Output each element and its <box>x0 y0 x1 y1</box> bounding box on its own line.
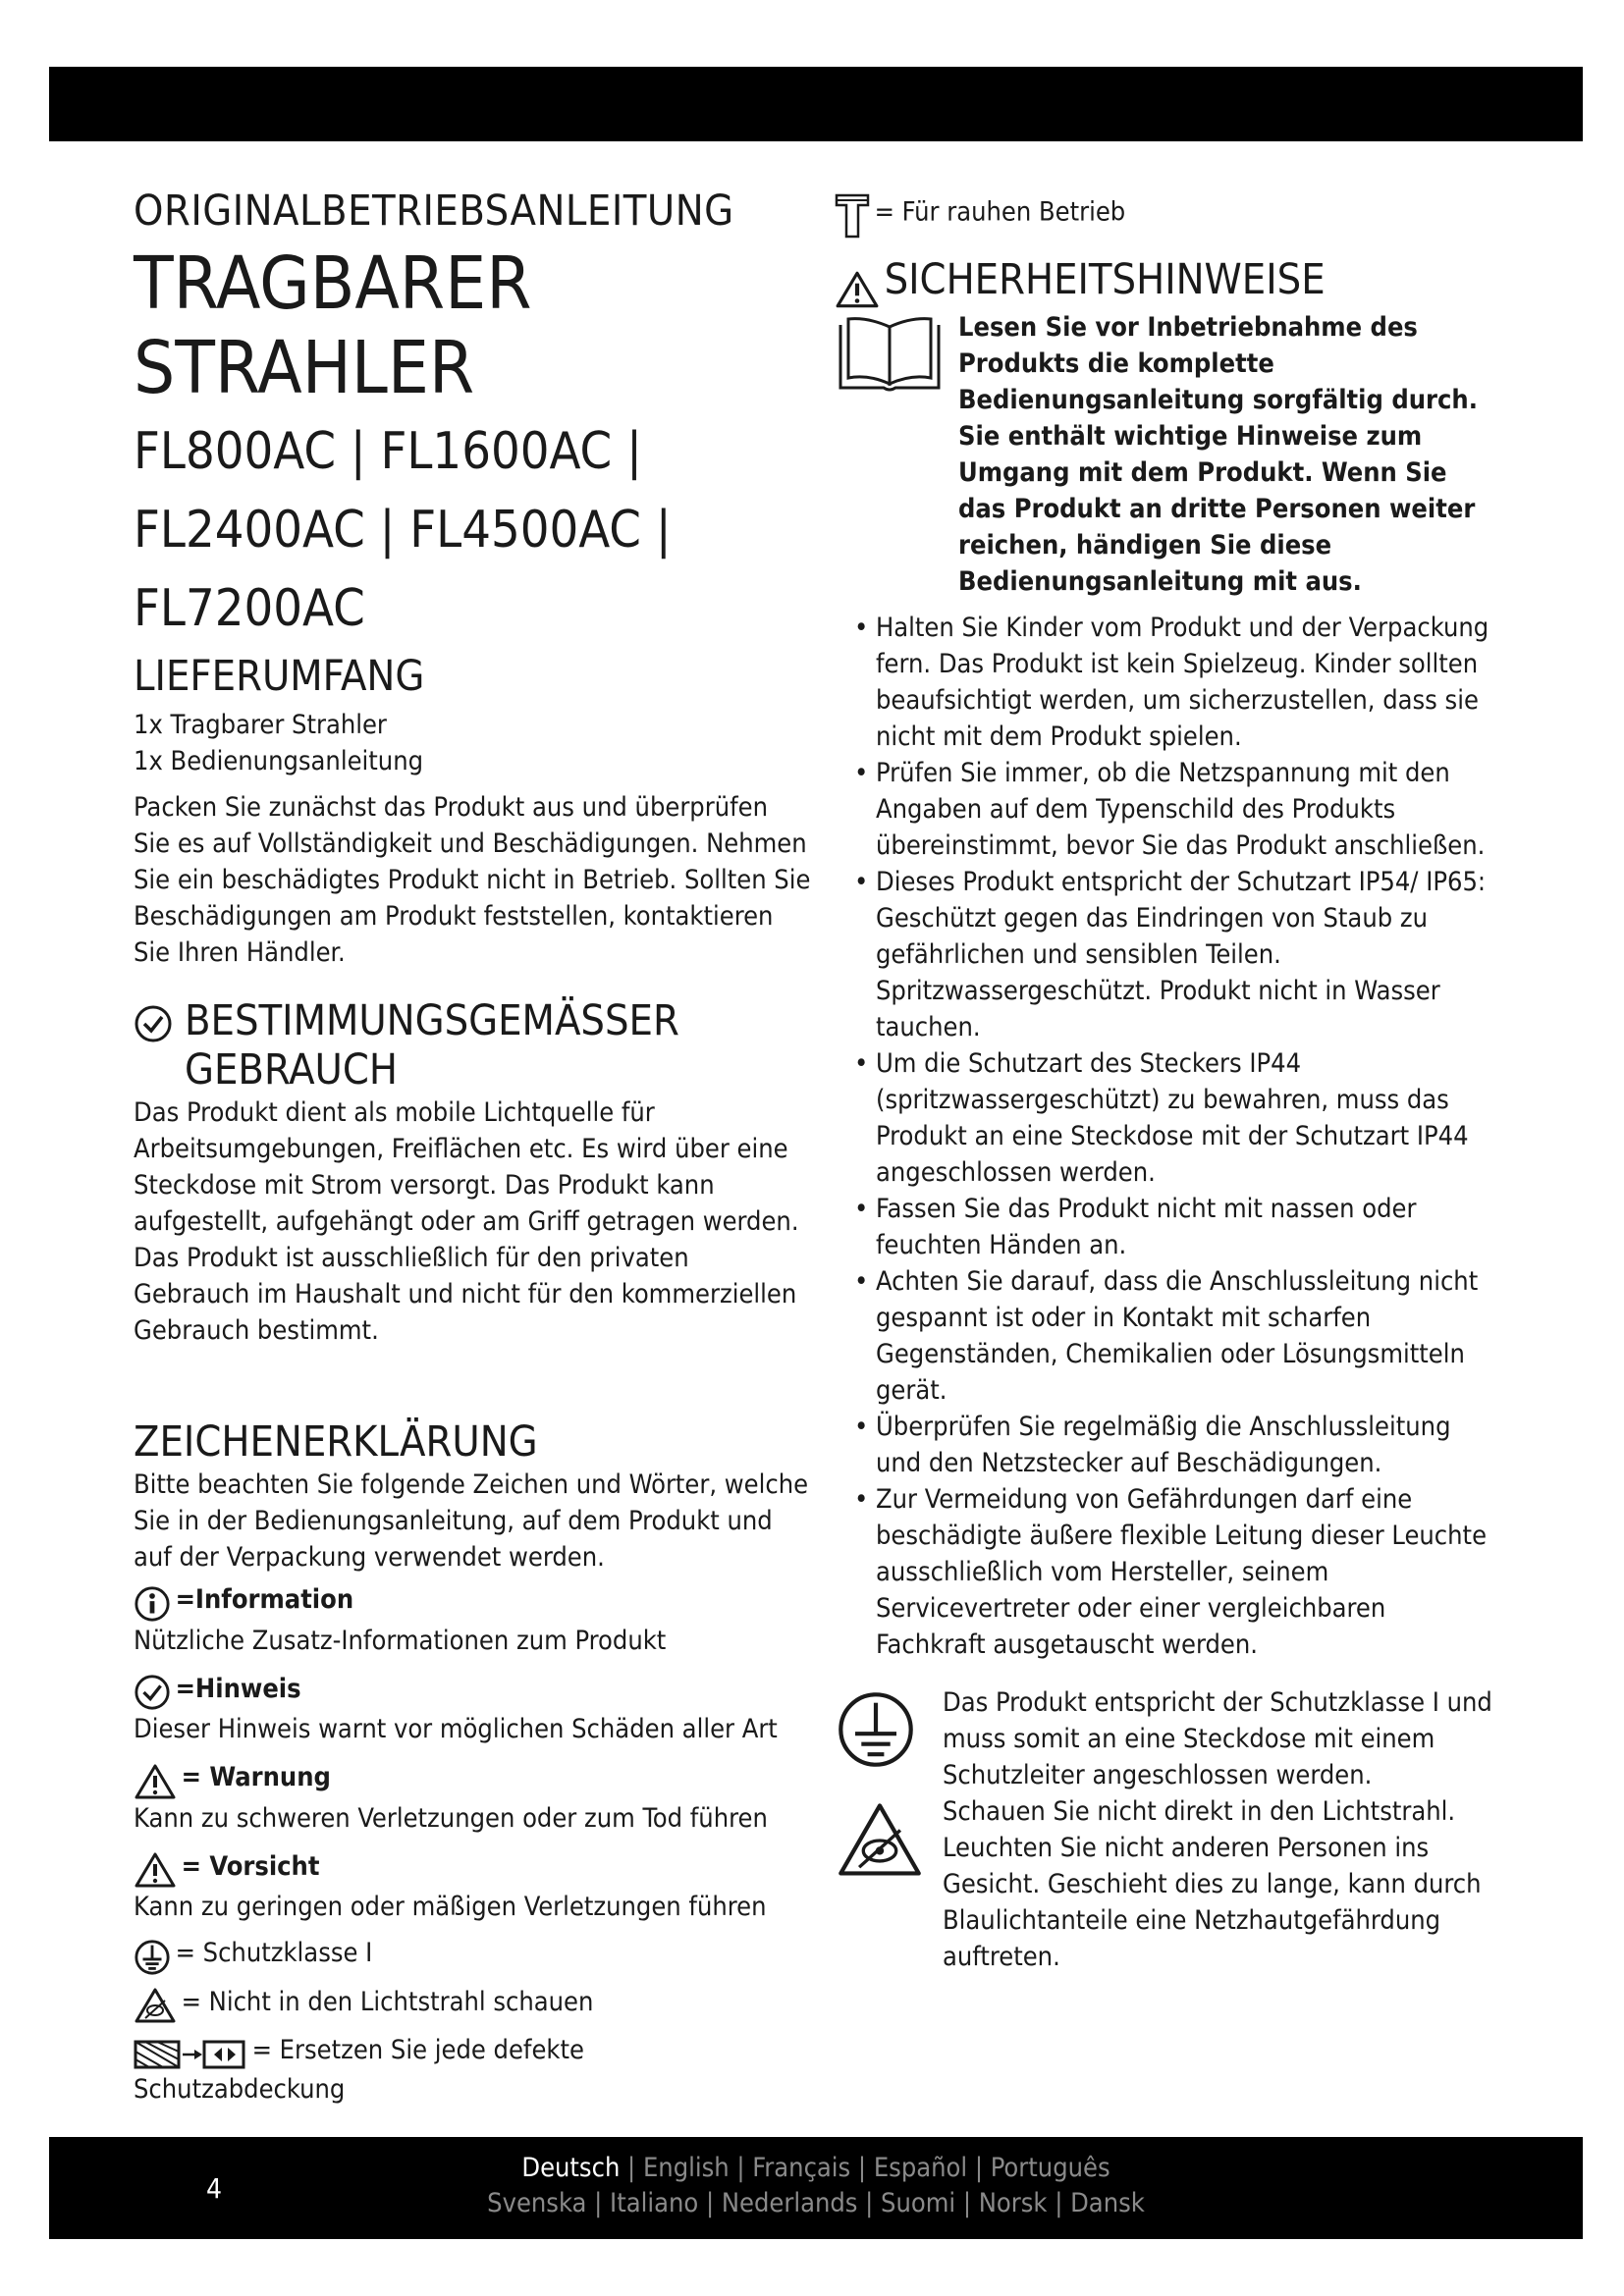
sicherheit-intro-block <box>835 309 1502 600</box>
legend-warnung <box>134 1759 811 1800</box>
product-title: TRAGBARER STRAHLER <box>134 241 532 410</box>
list-item: • Fassen Sie das Produkt nicht mit nassen oder feuchten Händen an. <box>835 1191 1502 1263</box>
zeichen-intro: Bitte beachten Sie folgende Zeichen und Wörter, welche Sie in der Bedienungsanleitung, auf dem Produkt und auf der Verpackung verwendet werden. <box>134 1469 809 1573</box>
no-stare-light-icon <box>134 1987 177 2024</box>
lieferumfang-heading: LIEFERUMFANG <box>134 652 425 701</box>
right-column <box>835 177 1502 1975</box>
lieferumfang-item: 1x Bedienungsanleitung <box>134 746 424 776</box>
sicherheit-intro: Lesen Sie vor Inbetriebnahme des Produkts die komplette Bedienungsanleitung sorgfältig durch. Sie enthält wichtige Hinweise zum Umgang mit dem Produkt. Wenn Sie das Produkt an dritte Personen weiter reichen, händigen Sie diese Bedienungsanleitung mit aus. <box>958 311 1478 597</box>
warning-triangle-icon <box>134 1763 177 1800</box>
info-icon <box>134 1585 171 1623</box>
model-line-1: FL800AC | FL1600AC | <box>134 422 642 481</box>
bestimmung-heading <box>134 996 811 1095</box>
lieferumfang-text: Packen Sie zunächst das Produkt aus und überprüfen Sie es auf Vollständigkeit und Beschädigungen. Nehmen Sie ein beschädigtes Produkt nicht in Betrieb. Sollten Sie Beschädigungen am Produkt feststellen, kontaktieren Sie Ihren Händler. <box>134 792 811 968</box>
legend-vorsicht <box>134 1848 811 1890</box>
information-desc: Nützliche Zusatz-Informationen zum Produkt <box>134 1625 667 1656</box>
schutzklasse-block <box>835 1684 1502 1793</box>
lichtstrahl-label: = Nicht in den Lichtstrahl schauen <box>181 1986 594 2017</box>
legend-rauh <box>835 192 1502 240</box>
legend-lichtstrahl <box>134 1984 811 2025</box>
legend-hinweis <box>134 1671 811 1712</box>
no-stare-light-icon <box>835 1799 925 1882</box>
footer-bar <box>49 2137 1583 2239</box>
hinweis-label: =Hinweis <box>175 1673 301 1704</box>
check-circle-icon <box>134 1004 173 1043</box>
top-bar <box>49 67 1583 141</box>
legend-information <box>134 1581 811 1623</box>
check-circle-icon <box>134 1674 171 1711</box>
list-item: • Halten Sie Kinder vom Produkt und der Verpackung fern. Das Produkt ist kein Spielzeug. Kinder sollten beaufsichtigt werden, um sicherzustellen, dass sie nicht mit dem Produkt spielen. <box>835 610 1502 755</box>
rauh-label: = Für rauhen Betrieb <box>874 196 1126 228</box>
bestimmung-heading-line2: GEBRAUCH <box>185 1045 398 1095</box>
schutzklasse-label: = Schutzklasse I <box>175 1938 373 1968</box>
list-item: • Zur Vermeidung von Gefährdungen darf eine beschädigte äußere flexible Leitung dieser Leuchte ausschließlich vom Hersteller, seinem Servicevertreter oder einer vergleichbaren Fachkraft ausgetauscht werden. <box>835 1481 1502 1663</box>
bestimmung-heading-line1: BESTIMMUNGSGEMÄSSER <box>185 996 679 1045</box>
legend-schutzklasse <box>134 1935 811 1976</box>
list-item: • Überprüfen Sie regelmäßig die Anschlussleitung und den Netzstecker auf Beschädigungen. <box>835 1409 1502 1481</box>
list-item: • Dieses Produkt entspricht der Schutzart IP54/ IP65: Geschützt gegen das Eindringen von Staub zu gefährlichen und sensiblen Teilen. Spritzwassergeschützt. Produkt nicht in Wasser tauchen. <box>835 864 1502 1045</box>
ersetzen-label-2: Schutzabdeckung <box>134 2073 346 2105</box>
warnung-label: = Warnung <box>181 1762 331 1792</box>
ersetzen-label: = Ersetzen Sie jede defekte <box>251 2035 584 2065</box>
schutzklasse-text: Das Produkt entspricht der Schutzklasse I und muss somit an eine Steckdose mit einem Schutzleiter angeschlossen werden. <box>943 1686 1492 1790</box>
zeichen-heading: ZEICHENERKLÄRUNG <box>134 1417 538 1467</box>
language-links[interactable]: | English | Français | Español | Português <box>620 2153 1110 2183</box>
sicherheit-heading-text: SICHERHEITSHINWEISE <box>884 255 1326 304</box>
read-manual-book-icon <box>835 315 945 394</box>
warning-triangle-icon <box>835 270 880 309</box>
language-active[interactable]: Deutsch <box>521 2153 621 2183</box>
model-line-3: FL7200AC <box>134 579 365 638</box>
lieferumfang-item: 1x Tragbarer Strahler <box>134 710 387 740</box>
list-item: • Prüfen Sie immer, ob die Netzspannung mit den Angaben auf dem Typenschild des Produkts übereinstimmt, bevor Sie das Produkt anschließen. <box>835 755 1502 864</box>
lichtstrahl-text: Schauen Sie nicht direkt in den Lichtstrahl. Leuchten Sie nicht anderen Personen ins Gesicht. Geschieht dies zu lange, kann durch Blaulichtanteile eine Netzhautgefährdung auftreten. <box>943 1795 1482 1972</box>
lichtstrahl-block <box>835 1793 1502 1975</box>
page-number: 4 <box>206 2172 223 2205</box>
safety-list <box>835 610 1502 1663</box>
vorsicht-label: = Vorsicht <box>181 1850 320 1882</box>
vorsicht-desc: Kann zu geringen oder mäßigen Verletzungen führen <box>134 1892 767 1922</box>
document-subtitle: ORIGINALBETRIEBSANLEITUNG <box>134 187 734 236</box>
bestimmung-text: Das Produkt dient als mobile Lichtquelle für Arbeitsumgebungen, Freiflächen etc. Es wird über eine Steckdose mit Strom versorgt. Das Produkt kann aufgestellt, aufgehängt oder am Griff getragen werden. Das Produkt ist ausschließlich für den privaten Gebrauch im Haushalt und nicht für den kommerziellen Gebrauch bestimmt. <box>134 1097 799 1346</box>
protective-earth-icon <box>134 1939 171 1976</box>
list-item: • Um die Schutzart des Steckers IP44 (spritzwassergeschützt) zu bewahren, muss das Produkt an eine Steckdose mit der Schutzart IP44 angeschlossen werden. <box>835 1045 1502 1191</box>
language-list-line2[interactable]: Svenska | Italiano | Nederlands | Suomi | Norsk | Dansk <box>487 2188 1145 2218</box>
warnung-desc: Kann zu schweren Verletzungen oder zum Tod führen <box>134 1802 768 1834</box>
caution-triangle-icon <box>134 1851 177 1889</box>
rough-service-icon <box>835 192 870 240</box>
model-line-2: FL2400AC | FL4500AC | <box>134 501 672 560</box>
list-item: • Achten Sie darauf, dass die Anschlussleitung nicht gespannt ist oder in Kontakt mit scharfen Gegenständen, Chemikalien oder Lösungsmitteln gerät. <box>835 1263 1502 1409</box>
protective-earth-icon <box>835 1688 917 1771</box>
language-list-line1 <box>49 2153 1583 2183</box>
hinweis-desc: Dieser Hinweis warnt vor möglichen Schäden aller Art <box>134 1714 778 1744</box>
legend-ersetzen <box>134 2032 811 2071</box>
replace-cover-icon <box>134 2038 247 2071</box>
information-label: =Information <box>175 1584 354 1615</box>
left-column <box>134 177 811 2108</box>
sicherheit-heading <box>835 255 1502 309</box>
